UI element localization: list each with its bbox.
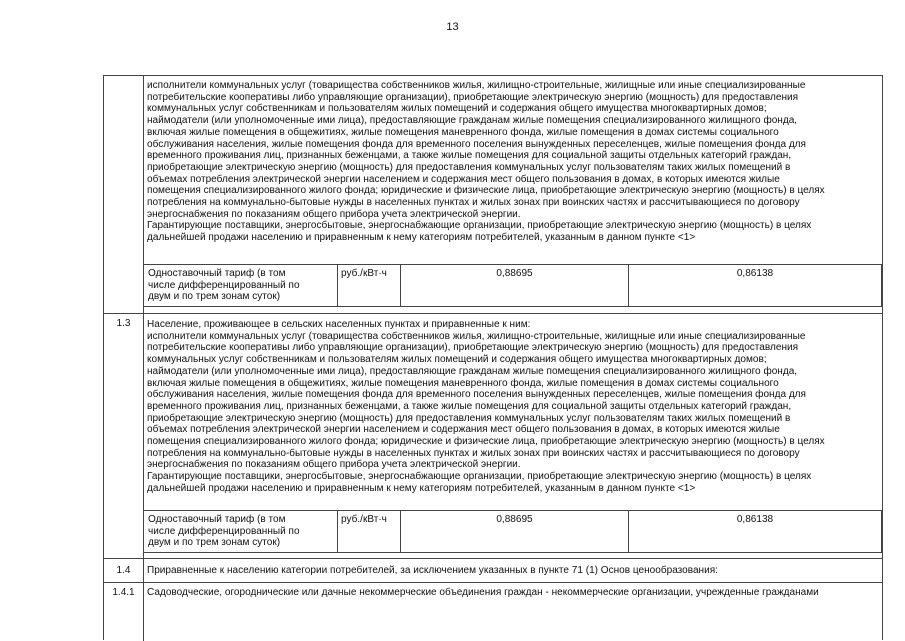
tariff-row-b [143,510,882,553]
row-number: 1.4.1 [112,587,135,598]
row-number: 1.3 [116,318,131,329]
row-divider [104,582,882,583]
row-1-4-text: Приравненные к населению категории потребителей, за исключением указанных в пункте 71 (1) Основ ценообразования: [147,565,718,576]
tariff-label: Одноставочный тариф (в том числе дифференцированный по двум и по трем зонам суток) [148,514,300,549]
row-divider [104,313,882,314]
tariff-table [103,75,883,640]
row-divider [104,558,882,559]
tariff-value-2: 0,86138 [736,268,774,279]
cell-divider [337,511,338,552]
tariff-value-1: 0,88695 [496,514,533,525]
column-divider [143,76,144,641]
continuation-row-text: исполнители коммунальных услуг (товарищества собственников жилья, жилищно-строительные, жилищные или иные специализированные потребительские кооперативы либо управляющие организации), приобретающие электрическую энергию (мощность) для предоставления коммунальных услуг собственникам и пользователям жилых помещений и содержания общего имущества многоквартирных домов; наймодатели (или уполномоченные ими лица), предоставляющие гражданам жилые помещения специализированного жилищного фонда, включая жилые помещения в общежитиях, жилые помещения маневренного фонда, жилые помещения в домах системы социального обслуживания населения, жилые помещения фонда для временного поселения вынужденных переселенцев, жилые помещения фонда для временного проживания лиц, признанных беженцами, а также жилые помещения для социальной защиты отдельных категорий граждан, приобретающие электрическую энергию (мощность) для предоставления коммунальных услуг пользователям таких жилых помещений в объемах потребления электрической энергии населением и содержания мест общего пользования в домах, в которых имеются жилые помещения специализированного жилого фонда; юридические и физические лица, приобретающие электрическую энергию (мощность) в целях потребления на коммунально-бытовые нужды в населенных пунктах и жилых зонах при воинских частях и рассчитывающиеся по договору энергоснабжения по показаниям общего прибора учета электрической энергии. Гарантирующие поставщики, энергосбытовые, энергоснабжающие организации, приобретающие электрическую энергию (мощность) в целях дальнейшей продажи населению и приравненным к нему категориям потребителей, указанным в данном пункте <1> [147,80,825,244]
tariff-unit: руб./кВт·ч [341,268,387,279]
tariff-value-2: 0,86138 [736,514,774,525]
row-1-3-text: Население, проживающее в сельских населенных пунктах и приравненные к ним: исполнители коммунальных услуг (товарищества собственников жилья, жилищно-строительные, жилищные или иные специализированные потребительские кооперативы либо управляющие организации), приобретающие электрическую энергию (мощность) для предоставления коммунальных услуг собственникам и пользователям жилых помещений и содержания общего имущества многоквартирных домов; наймодатели (или уполномоченные ими лица), предоставляющие гражданам жилые помещения специализированного жилищного фонда, включая жилые помещения в общежитиях, жилые помещения маневренного фонда, жилые помещения в домах системы социального обслуживания населения, жилые помещения фонда для временного поселения вынужденных переселенцев, жилые помещения фонда для временного проживания лиц, признанных беженцами, а также жилые помещения для социальной защиты отдельных категорий граждан, приобретающие электрическую энергию (мощность) для предоставления коммунальных услуг пользователям таких жилых помещений в объемах потребления электрической энергии населением и содержания мест общего пользования в домах, в которых имеются жилые помещения специализированного жилого фонда; юридические и физические лица, приобретающие электрическую энергию (мощность) в целях потребления на коммунально-бытовые нужды в населенных пунктах и жилых зонах при воинских частях и рассчитывающиеся по договору энергоснабжения по показаниям общего прибора учета электрической энергии. Гарантирующие поставщики, энергосбытовые, энергоснабжающие организации, приобретающие электрическую энергию (мощность) в целях дальнейшей продажи населению и приравненным к нему категориям потребителей, указанным в данном пункте <1> [147,319,825,494]
row-1-4-1-text: Садоводческие, огороднические или дачные некоммерческие объединения граждан - некоммерческие организации, учрежденные гражданами [147,587,819,598]
tariff-value-1: 0,88695 [496,268,533,279]
cell-divider [337,265,338,306]
tariff-unit: руб./кВт·ч [341,514,387,525]
row-number: 1.4 [116,565,131,576]
page-number: 13 [446,21,459,33]
tariff-label: Одноставочный тариф (в том числе дифференцированный по двум и по трем зонам суток) [148,268,300,303]
tariff-row-a [143,264,882,307]
